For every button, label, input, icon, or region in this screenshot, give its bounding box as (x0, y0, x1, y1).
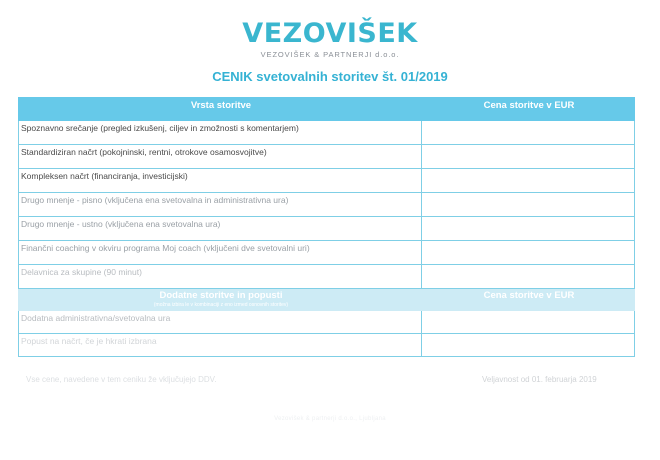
service-cell: Dodatna administrativna/svetovalna ura (19, 311, 422, 334)
price-cell (422, 217, 635, 241)
service-cell: Finančni coaching v okviru programa Moj coach (vključeni dve svetovalni uri) (19, 241, 422, 265)
logo-subtitle: VEZOVIŠEK & PARTNERJI d.o.o. (260, 50, 400, 59)
table-row (19, 311, 635, 334)
price-cell (422, 145, 635, 169)
service-cell: Delavnica za skupine (90 minut) (19, 265, 422, 289)
table-row (19, 334, 635, 357)
company-logo (0, 18, 660, 59)
extras-column-header (19, 289, 422, 311)
service-cell: Drugo mnenje - pisno (vključena ena svetovalna in administrativna ura) (19, 193, 422, 217)
table-row (19, 145, 635, 169)
table-row (19, 193, 635, 217)
price-cell (422, 193, 635, 217)
price-column-header: Cena storitve v EUR (422, 98, 635, 121)
price-cell (422, 121, 635, 145)
vat-note: Vse cene, navedene v tem ceniku že vključujejo DDV. (26, 375, 217, 384)
price-cell (422, 311, 635, 334)
price-cell (422, 169, 635, 193)
table-row (19, 121, 635, 145)
extras-header-note: (možna izbira le v kombinaciji z eno izmed osnovnih storitev) (153, 302, 289, 308)
table-row (19, 217, 635, 241)
price-list-table (18, 97, 635, 357)
service-cell: Standardiziran načrt (pokojninski, rentni, otrokove osamosvojitve) (19, 145, 422, 169)
table-row (19, 241, 635, 265)
validity-date: Veljavnost od 01. februarja 2019 (482, 375, 597, 384)
logo-wordmark: VEZOVIŠEK (242, 18, 418, 49)
price-cell (422, 265, 635, 289)
document-title: CENIK svetovalnih storitev št. 01/2019 (212, 69, 448, 84)
price-cell (422, 241, 635, 265)
service-column-header: Vrsta storitve (19, 98, 422, 121)
service-cell: Popust na načrt, če je hkrati izbrana (19, 334, 422, 357)
extras-header-label: Dodatne storitve in popusti (159, 290, 283, 301)
extras-header-row (19, 289, 635, 311)
service-cell: Drugo mnenje - ustno (vključena ena svetovalna ura) (19, 217, 422, 241)
price-cell (422, 334, 635, 357)
table-row (19, 265, 635, 289)
table-row (19, 169, 635, 193)
service-cell: Kompleksen načrt (financiranja, investicijski) (19, 169, 422, 193)
service-cell: Spoznavno srečanje (pregled izkušenj, ciljev in zmožnosti s komentarjem) (19, 121, 422, 145)
footer-address: Vezovišek & partnerji d.o.o., Ljubljana (274, 416, 386, 422)
extras-price-column-header: Cena storitve v EUR (422, 289, 635, 311)
table-header-row (19, 98, 635, 121)
